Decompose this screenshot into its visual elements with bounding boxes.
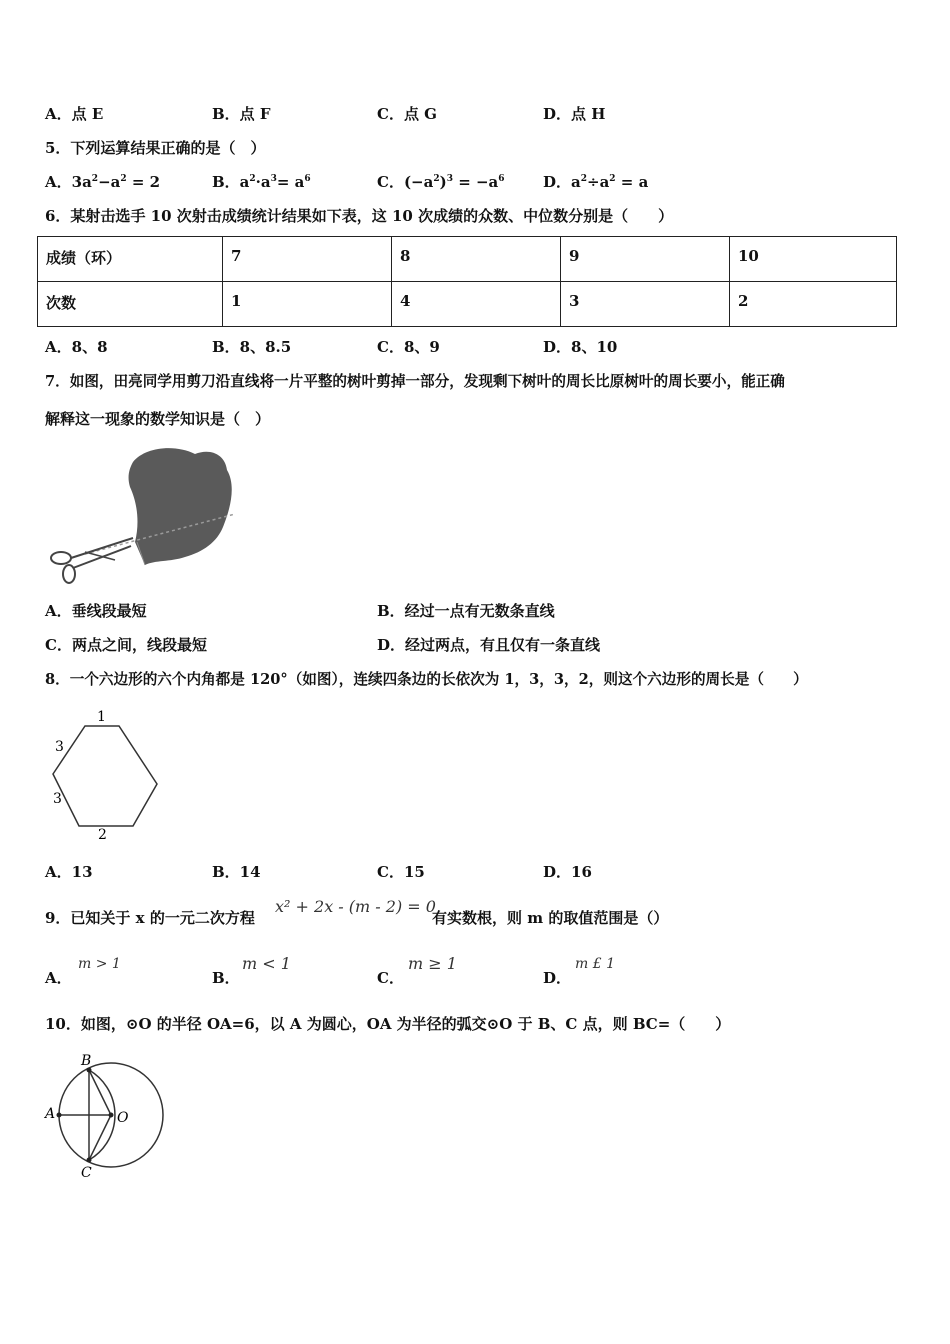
q5-option-d: D．$a^2\div a^2 = a$ [543, 173, 649, 191]
point-label: C [81, 1165, 92, 1181]
q9-stem-post: 有实数根，则 m 的取值范围是（） [432, 909, 669, 927]
table-cell: 10 [730, 237, 897, 282]
q7-stem-line2: 解释这一现象的数学知识是（ ） [45, 410, 271, 428]
q5-option-c: C．$(-a^2)^3 = -a^6$ [377, 173, 505, 191]
table-cell: 8 [392, 237, 561, 282]
q9-option-b-label: B． [212, 969, 240, 987]
hexagon-label: 2 [98, 827, 107, 840]
point-label: O [117, 1110, 129, 1126]
point-label: A [45, 1106, 56, 1122]
q9-option-c-expr: m ≥ 1 [408, 954, 457, 973]
q9-option-a-expr: m > 1 [78, 956, 121, 972]
q8-option-a: A．13 [45, 863, 93, 881]
q9-option-c-label: C． [377, 969, 404, 987]
q10-stem: 10．如图，⊙O 的半径 OA=6，以 A 为圆心，OA 为半径的弧交⊙O 于 B、C 点，则 BC=（ ） [45, 1015, 731, 1033]
hexagon-figure [45, 705, 160, 840]
q7-option-c: C．两点之间，线段最短 [45, 636, 207, 654]
table-cell: 7 [223, 237, 392, 282]
q8-option-c: C．15 [377, 863, 425, 881]
table-cell: 成绩（环） [38, 237, 223, 282]
table-cell: 9 [561, 237, 730, 282]
q9-equation: x² + 2x - (m - 2) = 0 [275, 897, 436, 916]
hexagon-label: 1 [97, 709, 106, 725]
q6-option-d: D．8、10 [543, 338, 618, 356]
leaf-scissors-figure [45, 442, 240, 584]
q5-option-b: B．$a^2\cdot a^3= a^6$ [212, 173, 311, 191]
q9-option-b-expr: m < 1 [242, 954, 291, 973]
q4-option-a: A．点 E [45, 105, 104, 123]
q6-option-c: C．8、9 [377, 338, 440, 356]
q4-option-c: C．点 G [377, 105, 437, 123]
table-cell: 2 [730, 282, 897, 327]
q9-option-d-label: D． [543, 969, 572, 987]
table-cell: 次数 [38, 282, 223, 327]
hexagon-label: 3 [55, 739, 64, 755]
q5-stem: 5．下列运算结果正确的是（ ） [45, 139, 266, 157]
table-cell: 3 [561, 282, 730, 327]
table-row [38, 282, 897, 327]
q7-option-b: B．经过一点有无数条直线 [377, 602, 555, 620]
table-row [38, 237, 897, 282]
score-table [37, 236, 897, 327]
q9-option-a-label: A． [45, 969, 72, 987]
q7-option-d: D．经过两点，有且仅有一条直线 [377, 636, 601, 654]
q4-option-d: D．点 H [543, 105, 606, 123]
table-cell: 1 [223, 282, 392, 327]
q4-option-b: B．点 F [212, 105, 271, 123]
q8-stem: 8．一个六边形的六个内角都是 120°（如图），连续四条边的长依次为 1，3，3，2，则这个六边形的周长是（ ） [45, 671, 808, 688]
table-cell: 4 [392, 282, 561, 327]
q9-option-d-expr: m £ 1 [575, 956, 615, 972]
q6-option-a: A．8、8 [45, 338, 108, 356]
point-label: B [81, 1053, 92, 1069]
circle-figure [42, 1050, 167, 1185]
q6-stem: 6．某射击选手 10 次射击成绩统计结果如下表，这 10 次成绩的众数、中位数分别是（ ） [45, 207, 674, 225]
q9-stem-pre: 9．已知关于 x 的一元二次方程 [45, 909, 255, 927]
q7-stem-line1: 7．如图，田亮同学用剪刀沿直线将一片平整的树叶剪掉一部分，发现剩下树叶的周长比原树叶的周长要小，能正确 [45, 373, 785, 390]
hexagon-shape [53, 726, 157, 826]
q8-option-b: B．14 [212, 863, 261, 881]
q7-option-a: A．垂线段最短 [45, 602, 147, 620]
leaf-shape [129, 448, 232, 565]
q5-option-a: A．$3a^2-a^2 = 2$ [45, 173, 161, 191]
q6-option-b: B．8、8.5 [212, 338, 292, 356]
q8-option-d: D．16 [543, 863, 592, 881]
hexagon-label: 3 [53, 791, 62, 807]
